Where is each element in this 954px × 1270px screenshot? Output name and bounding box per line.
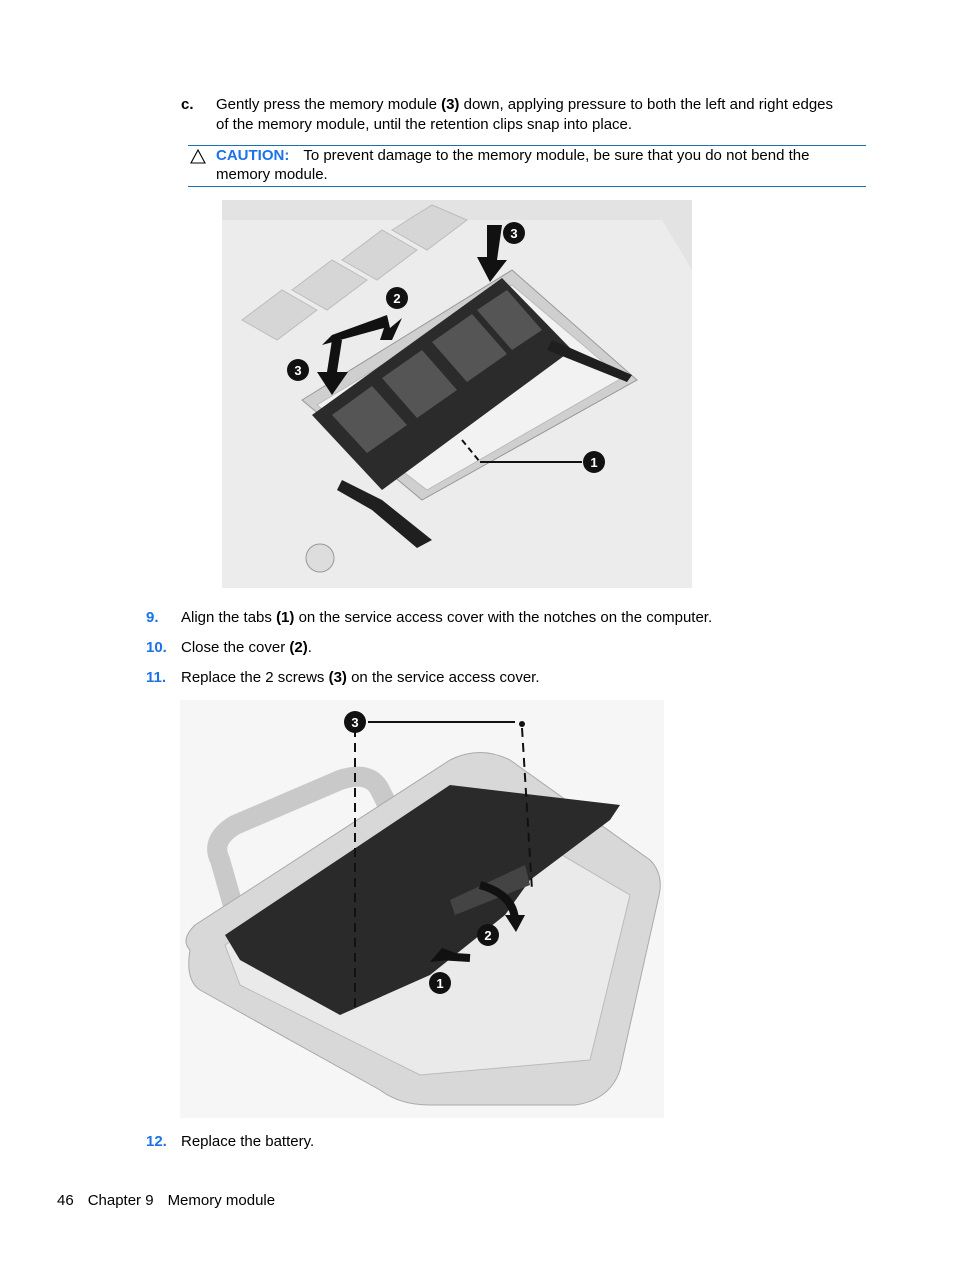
figure2-callout: 3 [351,715,359,730]
step-text: Close the cover (2). [181,639,312,656]
figure1-callout: 3 [294,363,302,378]
chapter-label: Chapter 9 [87,1192,154,1209]
caution-note [188,145,866,187]
step-number: 11. [146,669,167,686]
page-footer [57,1191,289,1211]
step-text: Gently press the memory module (3) down, applying pressure to both the left and right edges of the memory module, until the retention clips snap into place. [216,96,834,133]
step-text: Align the tabs (1) on the service access cover with the notches on the computer. [181,609,713,626]
figure2-callout: 2 [484,928,492,943]
step-number: 10. [146,639,167,656]
caution-text: To prevent damage to the memory module, be sure that you do not bend the memory module. [216,147,810,183]
page-number: 46 [57,1192,74,1209]
caution-body [216,146,866,184]
step-text: Replace the battery. [181,1133,315,1150]
figure2-callout: 1 [436,976,444,991]
figure1-callout: 2 [393,291,401,306]
step-number: 9. [146,609,159,626]
figure1-callout: 1 [590,455,598,470]
chapter-title: Memory module [167,1192,276,1209]
step-marker: c. [181,96,194,113]
memory-module-figure [222,200,692,588]
service-cover-figure [180,700,664,1118]
step-number: 12. [146,1133,167,1150]
warning-triangle-icon [190,149,206,164]
figure1-callout: 3 [510,226,518,241]
caution-label: CAUTION: [216,147,290,164]
step-text: Replace the 2 screws (3) on the service access cover. [181,669,540,686]
